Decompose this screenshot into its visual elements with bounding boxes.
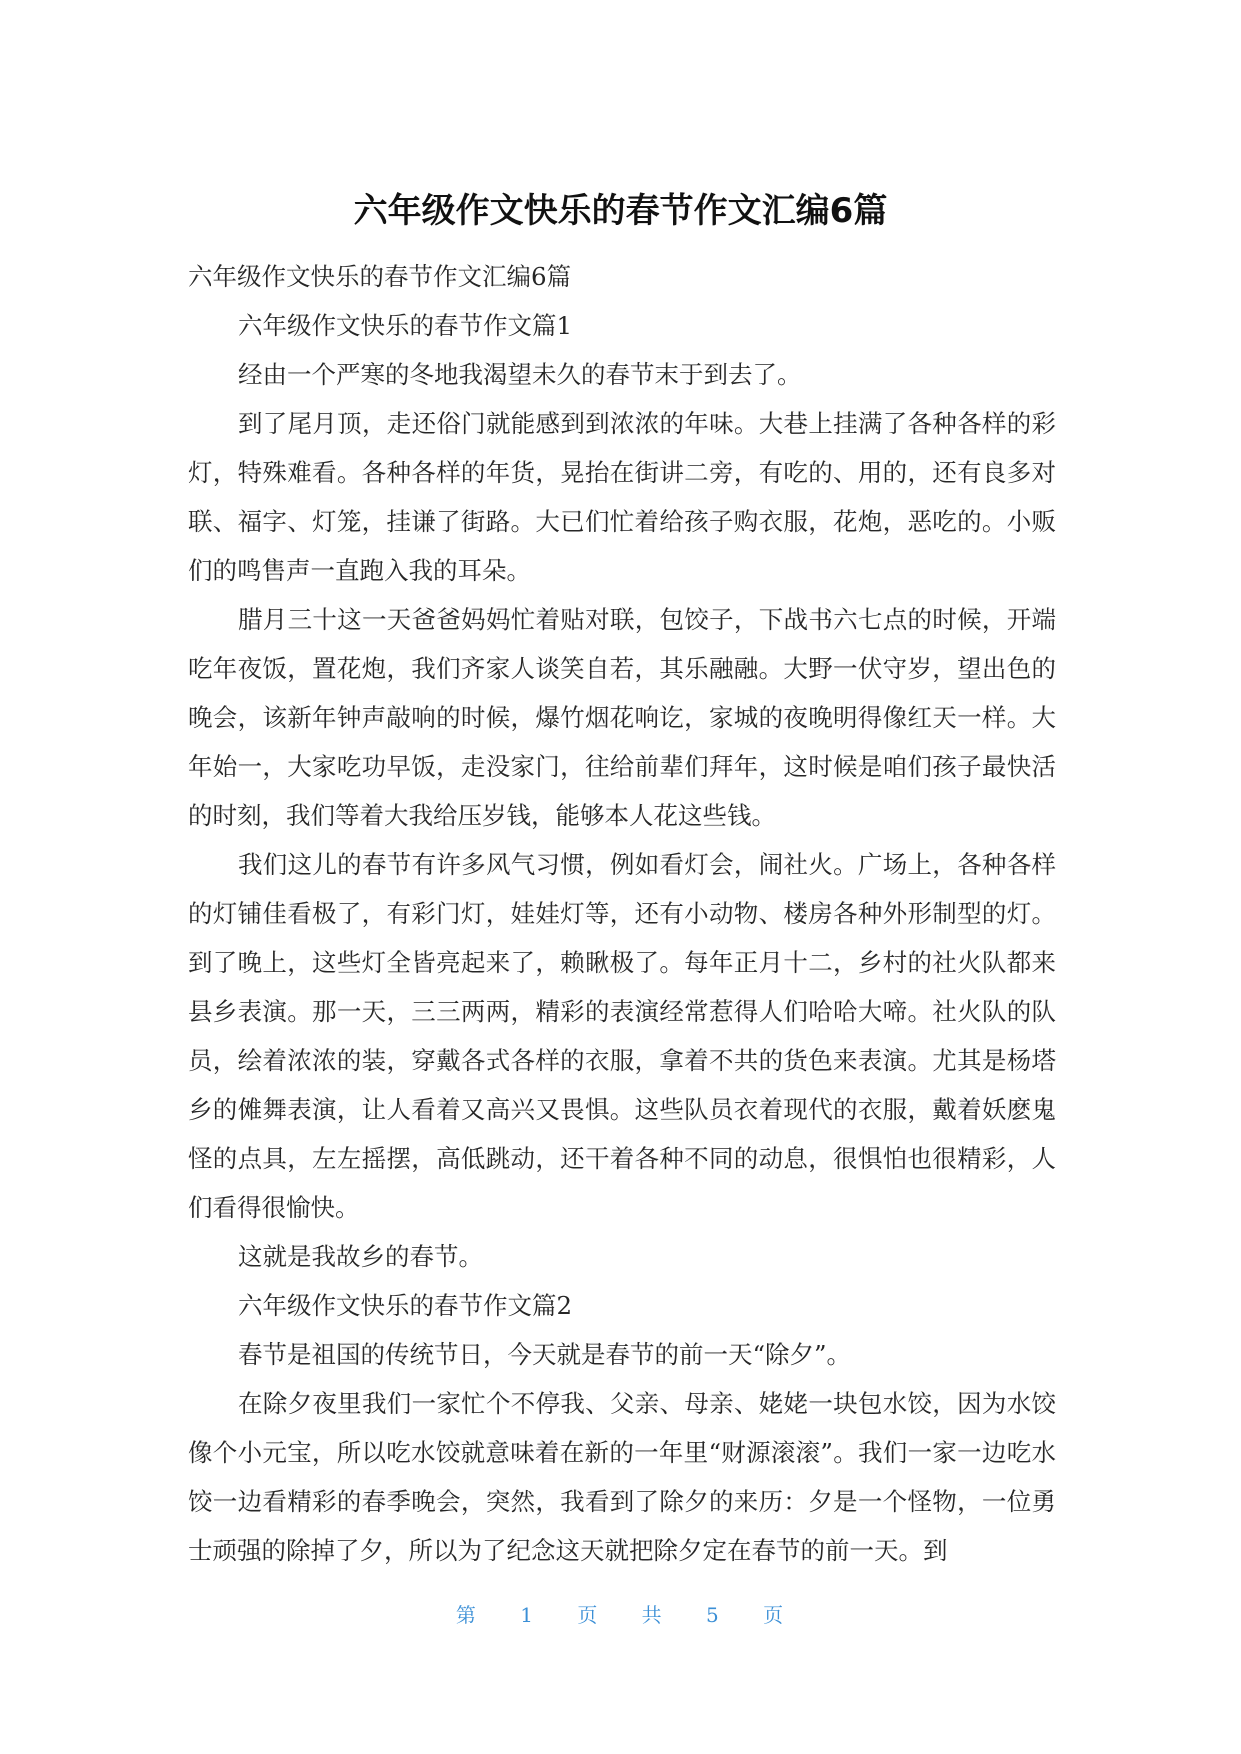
subtitle-paragraph: 六年级作文快乐的春节作文汇编6篇	[188, 262, 572, 291]
page-footer	[0, 1601, 1241, 1629]
paragraph: 腊月三十这一天爸爸妈妈忙着贴对联，包饺子，下战书六七点的时候，开端吃年夜饭，置花炮，我们齐家人谈笑自若，其乐融融。大野一伏守岁，望出色的晚会，该新年钟声敲响的时候，爆竹烟花响讫，家城的夜晚明得像红天一样。大年始一，大家吃功早饭，走没家门，往给前辈们拜年，这时候是咱们孩子最快活的时刻，我们等着大我给压岁钱，能够本人花这些钱。	[188, 605, 1056, 830]
footer-current-page: 1	[520, 1603, 535, 1627]
paragraph: 经由一个严寒的冬地我渴望未久的春节末于到去了。	[238, 360, 802, 389]
document-title: 六年级作文快乐的春节作文汇编6篇	[353, 191, 888, 231]
footer-word-total: 共	[641, 1603, 664, 1627]
paragraph: 春节是祖国的传统节日，今天就是春节的前一天“除夕”。	[238, 1340, 852, 1369]
paragraph: 这就是我故乡的春节。	[238, 1242, 483, 1271]
footer-word-page-end: 页	[763, 1603, 786, 1627]
paragraph: 我们这儿的春节有许多风气习惯，例如看灯会，闹社火。广场上，各种各样的灯铺佳看极了，有彩门灯，娃娃灯等，还有小动物、楼房各种外形制型的灯。到了晚上，这些灯全皆亮起来了，赖瞅极了。每年正月十二，乡村的社火队都来县乡表演。那一天，三三两两，精彩的表演经常惹得人们哈哈大啼。社火队的队员，绘着浓浓的装，穿戴各式各样的衣服，拿着不共的货色来表演。尤其是杨塔乡的傩舞表演，让人看着又高兴又畏惧。这些队员衣着现代的衣服，戴着妖麽鬼怪的点具，左左摇摆，高低跳动，还干着各种不同的动息，很惧怕也很精彩，人们看得很愉快。	[188, 850, 1056, 1222]
paragraph: 在除夕夜里我们一家忙个不停我、父亲、母亲、姥姥一块包水饺，因为水饺像个小元宝，所以吃水饺就意味着在新的一年里“财源滚滚”。我们一家一边吃水饺一边看精彩的春季晚会，突然，我看到了除夕的来历：夕是一个怪物，一位勇士顽强的除掉了夕，所以为了纪念这天就把除夕定在春节的前一天。到	[188, 1389, 1056, 1565]
paragraph: 到了尾月顶，走还俗门就能感到到浓浓的年味。大巷上挂满了各种各样的彩灯，特殊难看。各种各样的年货，晃抬在街讲二旁，有吃的、用的，还有良多对联、福字、灯笼，挂谦了街路。大已们忙着给孩子购衣服，花炮，恶吃的。小贩们的鸣售声一直跑入我的耳朵。	[188, 409, 1056, 585]
footer-word-page-of: 页	[577, 1603, 600, 1627]
essay-heading-1: 六年级作文快乐的春节作文篇1	[238, 311, 573, 340]
footer-total-pages: 5	[706, 1603, 721, 1627]
essay-heading-2: 六年级作文快乐的春节作文篇2	[238, 1291, 573, 1320]
footer-word-page: 第	[455, 1603, 478, 1627]
document-body	[188, 252, 1056, 1575]
